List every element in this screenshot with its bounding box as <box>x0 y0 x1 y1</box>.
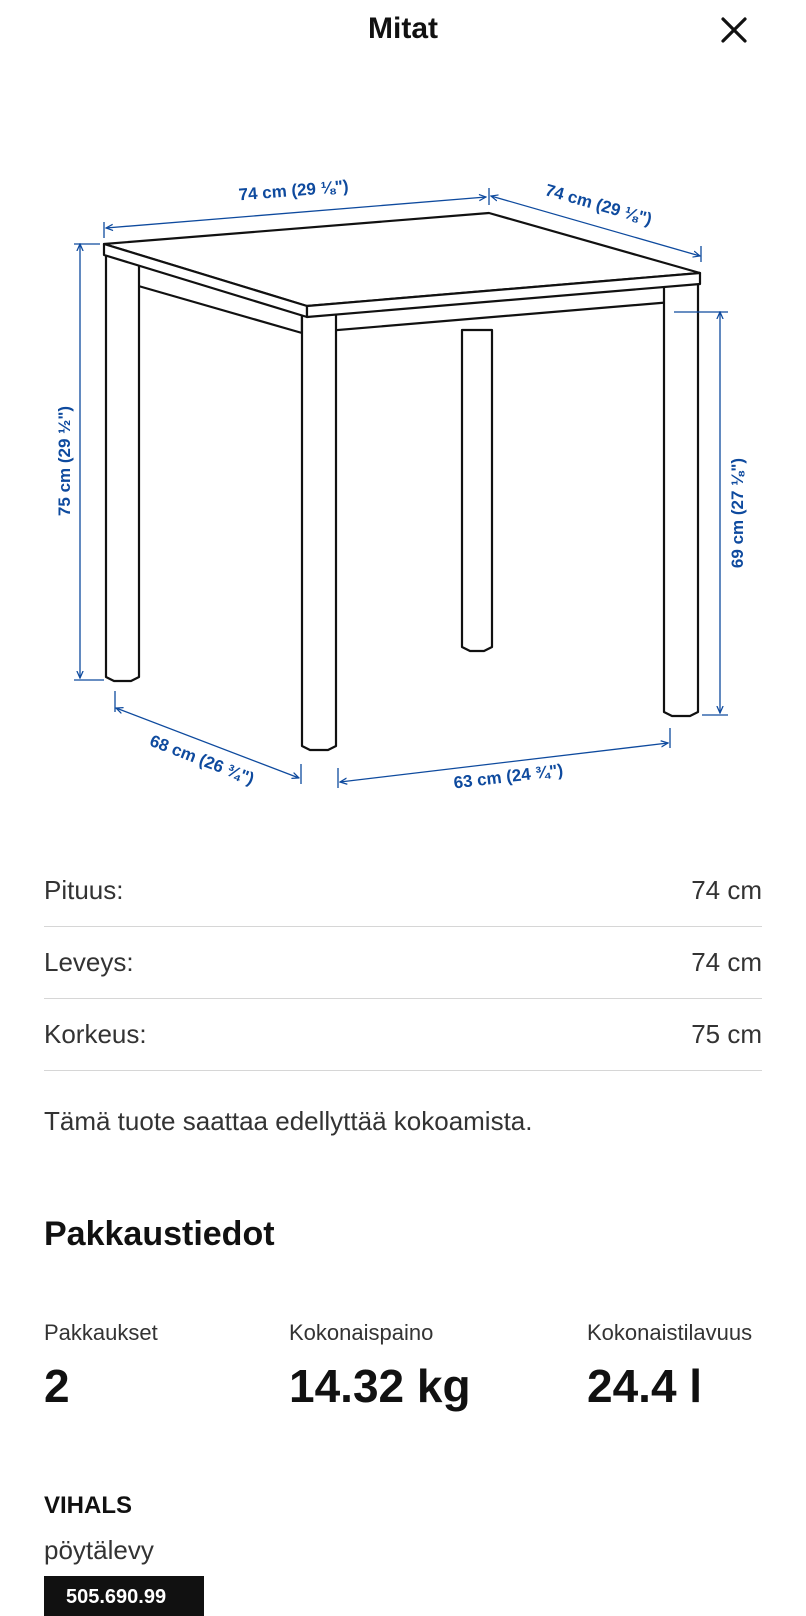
total-volume-value: 24.4 l <box>587 1360 703 1412</box>
label-leg-height: 69 cm (27 ⅛") <box>728 457 747 569</box>
page-title: Mitat <box>368 12 438 45</box>
label-height: 75 cm (29 ½") <box>55 405 74 517</box>
dimension-row-length <box>44 855 762 927</box>
dimension-label: Pituus: <box>44 875 124 905</box>
total-weight <box>289 1318 471 1414</box>
table-drawing <box>104 213 700 750</box>
packages-value: 2 <box>44 1360 70 1412</box>
label-frame-depth: 68 cm (26 ¾") <box>147 731 257 789</box>
dimension-value: 74 cm <box>691 947 762 977</box>
product-description: pöytälevy <box>44 1535 154 1565</box>
dimension-value: 75 cm <box>691 1019 762 1049</box>
dimension-row-width <box>44 927 762 999</box>
close-button[interactable] <box>712 8 756 52</box>
packages-count <box>44 1318 158 1414</box>
dimension-label: Leveys: <box>44 947 134 977</box>
article-number-badge: 505.690.99 <box>44 1576 204 1616</box>
dimension-row-height <box>44 999 762 1071</box>
label-frame-width: 63 cm (24 ¾") <box>452 760 565 793</box>
assembly-note: Tämä tuote saattaa edellyttää kokoamista. <box>44 1106 533 1136</box>
total-volume <box>587 1318 752 1414</box>
total-weight-value: 14.32 kg <box>289 1360 471 1412</box>
table-illustration <box>0 150 806 800</box>
label-top-depth: 74 cm (29 ⅛") <box>542 180 655 230</box>
product-name: VIHALS <box>44 1492 133 1519</box>
close-icon <box>721 17 747 43</box>
dimension-diagram <box>0 150 806 800</box>
dimension-label: Korkeus: <box>44 1019 147 1049</box>
dimension-value: 74 cm <box>691 875 762 905</box>
total-volume-label: Kokonaistilavuus <box>587 1320 753 1345</box>
packaging-title: Pakkaustiedot <box>44 1215 275 1253</box>
total-weight-label: Kokonaispaino <box>289 1320 434 1345</box>
dimension-list <box>44 855 762 1071</box>
packages-label: Pakkaukset <box>44 1320 158 1345</box>
label-top-width: 74 cm (29 ⅛") <box>237 176 350 205</box>
modal-header <box>0 0 806 64</box>
